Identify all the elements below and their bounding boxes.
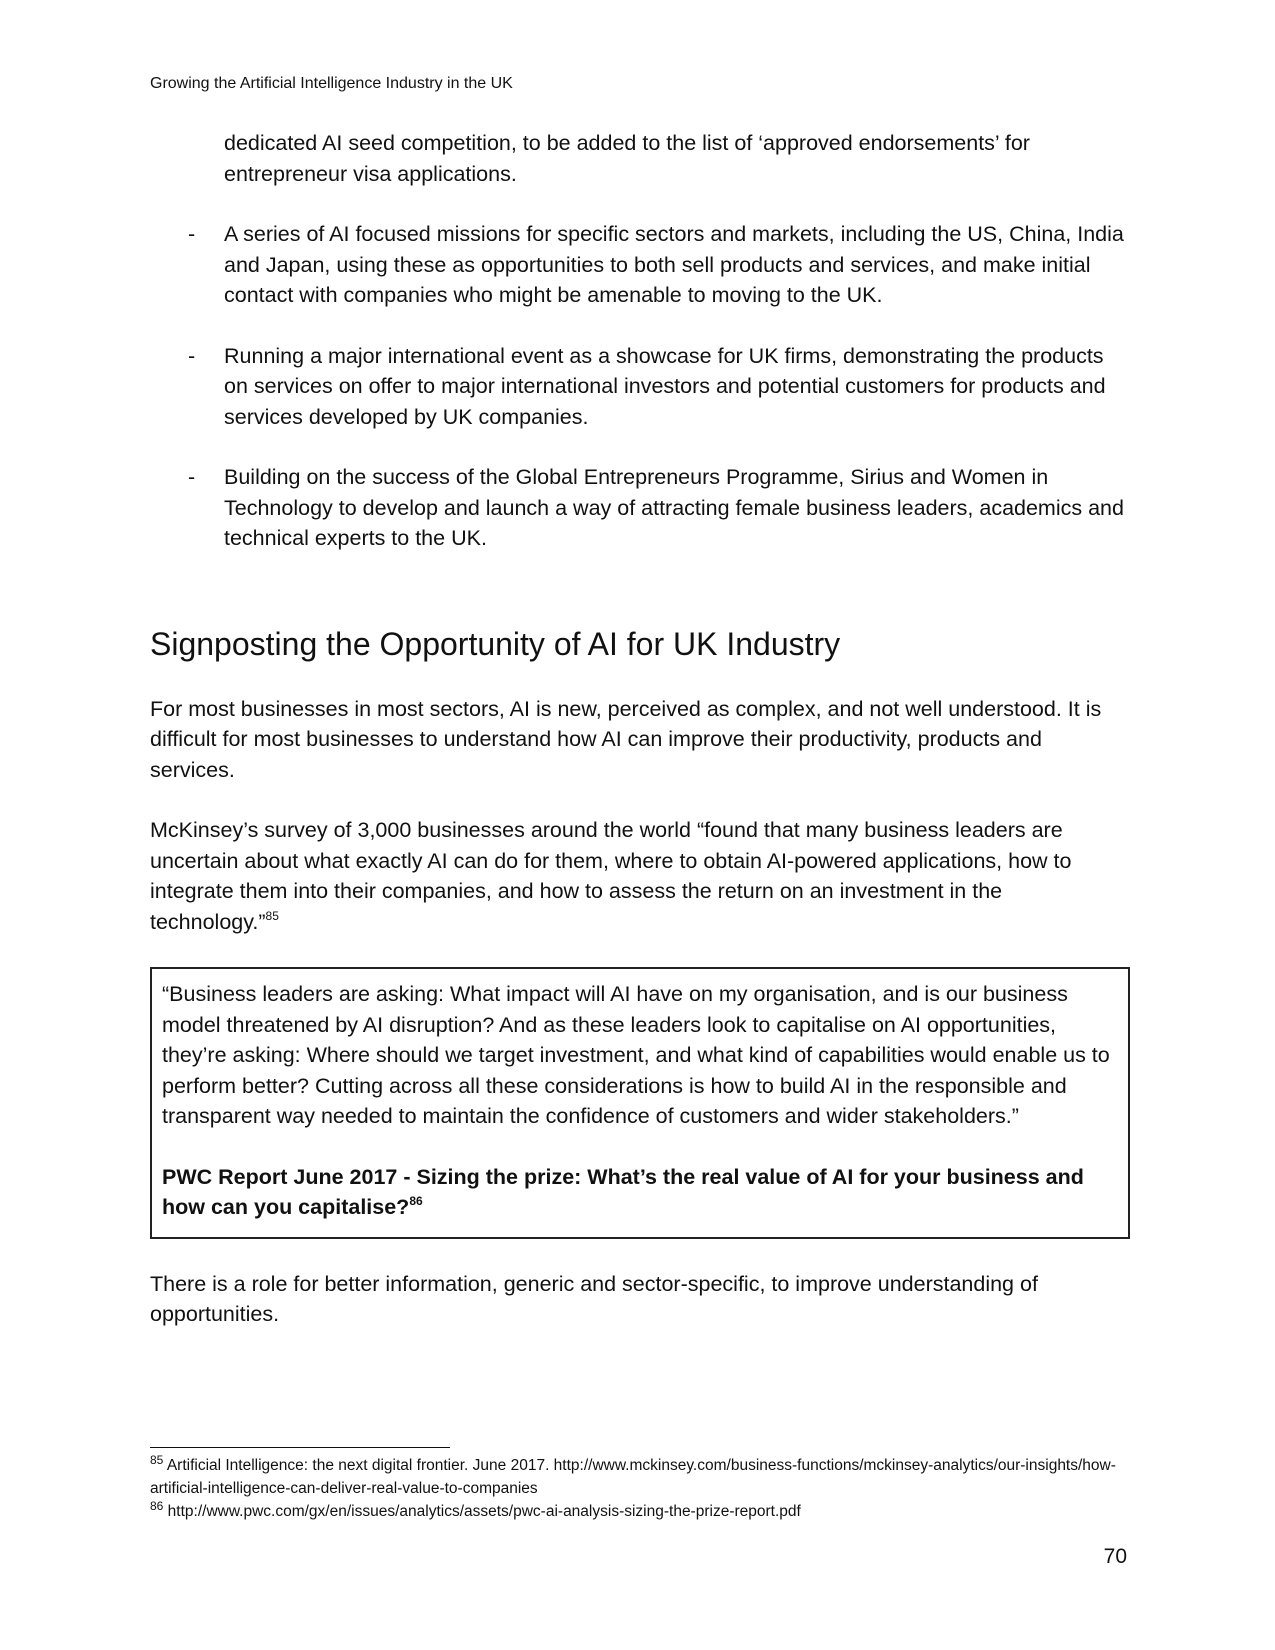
page-number: 70 [1103, 1545, 1127, 1568]
bullet-text: Running a major international event as a showcase for UK firms, demonstrating the products on services on offer to major international investors and potential customers for products and services developed by UK companies. [224, 343, 1106, 429]
bullet-item [150, 462, 1130, 554]
footnote-text: Artificial Intelligence: the next digital frontier. June 2017. http://www.mckinsey.com/business-functions/mckinsey-analytics/our-insights/how-artificial-intelligence-can-deliver-real-value-to-companies [150, 1457, 1116, 1497]
bullet-continuation: dedicated AI seed competition, to be added to the list of ‘approved endorsements’ for entrepreneur visa applications. [224, 131, 1030, 186]
footnote-ref-85[interactable]: 85 [265, 908, 279, 923]
paragraph-intro: For most businesses in most sectors, AI is new, perceived as complex, and not well understood. It is difficult for most businesses to understand how AI can improve their productivity, products and services. [150, 696, 1102, 782]
bullet-marker: - [188, 222, 196, 246]
footnote-86 [150, 1500, 1130, 1523]
bullet-text: Building on the success of the Global Entrepreneurs Programme, Sirius and Women in Technology to develop and launch a way of attracting female business leaders, academics and technical experts to the UK. [224, 465, 1124, 550]
running-header: Growing the Artificial Intelligence Industry in the UK [150, 75, 513, 92]
bullet-text: A series of AI focused missions for specific sectors and markets, including the US, China, India and Japan, using these as opportunities to both sell products and services, and make initial contact with companies who might be amenable to moving to the UK. [224, 222, 1124, 307]
footnote-number: 85 [150, 1453, 164, 1467]
bullet-marker: - [188, 343, 196, 368]
paragraph-mckinsey-text: McKinsey’s survey of 3,000 businesses around the world “found that many business leaders are uncertain about what exactly AI can do for them, where to obtain AI-powered applications, how to integrate them into their companies, and how to assess the return on an investment in the technology.” [150, 818, 1072, 934]
bullet-item [150, 219, 1130, 311]
bullet-marker: - [188, 465, 196, 489]
footnotes [150, 1447, 1130, 1523]
bullet-list [150, 219, 1130, 554]
footnote-link[interactable]: http://www.pwc.com/gx/en/issues/analytics/assets/pwc-ai-analysis-sizing-the-prize-report.pdf [167, 1503, 801, 1520]
quote-source [162, 1162, 1118, 1223]
footnote-ref-86[interactable]: 86 [409, 1194, 423, 1208]
quote-box [150, 967, 1130, 1239]
main-content [150, 128, 1130, 1330]
paragraph-mckinsey [150, 815, 1130, 937]
bullet-item [150, 341, 1130, 433]
quote-source-text: PWC Report June 2017 - Sizing the prize: What’s the real value of AI for your business and how can you capitalise? [162, 1164, 1084, 1219]
footnote-85 [150, 1454, 1130, 1500]
quote-text: “Business leaders are asking: What impact will AI have on my organisation, and is our business model threatened by AI disruption? And as these leaders look to capitalise on AI opportunities, they’re asking: Where should we target investment, and what kind of capabilities would enable us to perform better? Cutting across all these considerations is how to build AI in the responsible and transparent way needed to maintain the confidence of customers and wider stakeholders.” [162, 982, 1110, 1128]
section-heading: Signposting the Opportunity of AI for UK Industry [150, 625, 841, 662]
footnote-divider [150, 1447, 450, 1448]
footnote-number: 86 [150, 1499, 164, 1513]
paragraph-role: There is a role for better information, generic and sector-specific, to improve understanding of opportunities. [150, 1271, 1038, 1326]
